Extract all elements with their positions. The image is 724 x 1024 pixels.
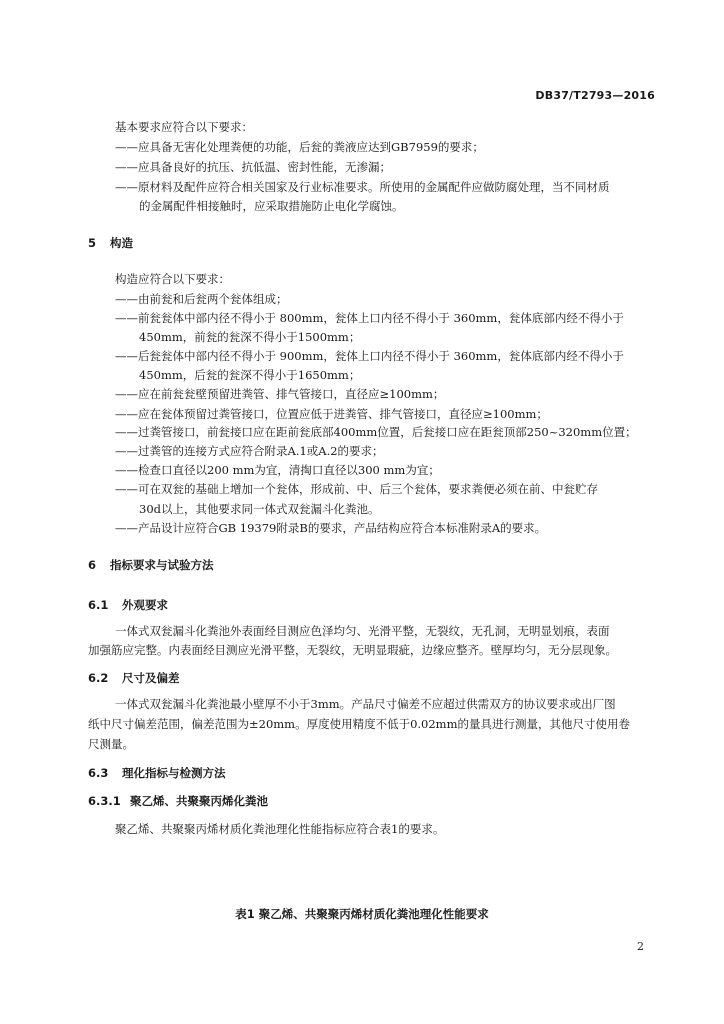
section-number: 5 [88,236,97,250]
page-number: 2 [637,940,644,953]
section-number: 6 [88,558,97,572]
construction-item: ——产品设计应符合GB 19379附录B的要求，产品结构应符合本标准附录A的要求。 [115,521,547,535]
construction-item: ——前瓮瓮体中部内径不得小于 800mm，瓮体上口内径不得小于 360mm，瓮体底部内经不得小于 [115,311,624,325]
table-caption: 表1 聚乙烯、共聚聚丙烯材质化粪池理化性能要求 [235,907,489,921]
section-number: 6.3.1 [88,794,121,808]
construction-item: ——后瓮瓮体中部内径不得小于 900mm，瓮体上口内径不得小于 360mm，瓮体底部内经不得小于 [115,349,624,363]
basic-requirement-item: ——应具备良好的抗压、抗低温、密封性能，无渗漏； [115,160,391,174]
section-number: 6.2 [88,671,109,685]
dimension-paragraph-line: 纸中尺寸偏差范围，偏差范围为±20mm。厚度使用精度不低于0.02mm的量具进行测量，其他尺寸使用卷 [88,717,630,731]
construction-item: ——应在前瓮瓮壁预留进粪管、排气管接口，直径应≥100mm； [115,387,445,401]
construction-item: ——过粪管接口，前瓮接口应在距前瓮底部400mm位置，后瓮接口应在距瓮顶部250~320mm位置； [115,425,637,439]
section-title: 尺寸及偏差 [122,671,180,685]
construction-item: ——由前瓮和后瓮两个瓮体组成； [115,292,288,306]
basic-requirement-item-continued: 的金属配件相接触时，应采取措施防止电化学腐蚀。 [139,199,404,213]
construction-item: ——过粪管的连接方式应符合附录A.1或A.2的要求； [115,444,384,458]
section-title: 构造 [110,236,133,250]
construction-item: ——检查口直径以200 mm为宜，清掏口直径以300 mm为宜； [115,463,440,477]
construction-item: ——可在双瓮的基础上增加一个瓮体，形成前、中、后三个瓮体，要求粪便必须在前、中瓮贮存 [115,482,598,496]
basic-requirements-intro: 基本要求应符合以下要求： [115,120,253,134]
physicochemical-paragraph: 聚乙烯、共聚聚丙烯材质化粪池理化性能指标应符合表1的要求。 [115,822,445,836]
document-code: DB37/T2793—2016 [535,89,655,102]
section-5-heading [88,236,133,250]
section-6-1-heading [88,598,168,612]
section-6-3-heading [88,766,226,780]
section-number: 6.1 [88,598,109,612]
dimension-paragraph-line: 一体式双瓮漏斗化粪池最小壁厚不小于3mm。产品尺寸偏差不应超过供需双方的协议要求或出厂图 [115,697,616,711]
dimension-paragraph-line: 尺测量。 [88,737,134,751]
basic-requirement-item: ——原材料及配件应符合相关国家及行业标准要求。所使用的金属配件应做防腐处理，当不同材质 [115,180,610,194]
section-6-heading [88,558,214,572]
section-6-3-1-heading [88,794,268,808]
appearance-paragraph-line: 加强筋应完整。内表面经目测应光滑平整，无裂纹，无明显瑕疵，边缘应整齐。壁厚均匀，无分层现象。 [88,643,617,657]
section-title: 指标要求与试验方法 [110,558,214,572]
section-6-2-heading [88,671,180,685]
section-title: 聚乙烯、共聚聚丙烯化粪池 [130,794,268,808]
construction-item: ——应在瓮体预留过粪管接口，位置应低于进粪管、排气管接口，直径应≥100mm； [115,407,548,421]
section-5-intro: 构造应符合以下要求： [115,272,230,286]
section-number: 6.3 [88,766,109,780]
construction-item-continued: 450mm，后瓮的瓮深不得小于1650mm； [139,368,361,382]
basic-requirement-item: ——应具备无害化处理粪便的功能，后瓮的粪液应达到GB7959的要求； [115,140,484,154]
section-title: 外观要求 [122,598,168,612]
appearance-paragraph-line: 一体式双瓮漏斗化粪池外表面经目测应色泽均匀、光滑平整，无裂纹，无孔洞，无明显划痕，表面 [115,624,610,638]
section-title: 理化指标与检测方法 [122,766,226,780]
construction-item-continued: 30d以上，其他要求同一体式双瓮漏斗化粪池。 [139,502,380,516]
construction-item-continued: 450mm，前瓮的瓮深不得小于1500mm； [139,330,361,344]
